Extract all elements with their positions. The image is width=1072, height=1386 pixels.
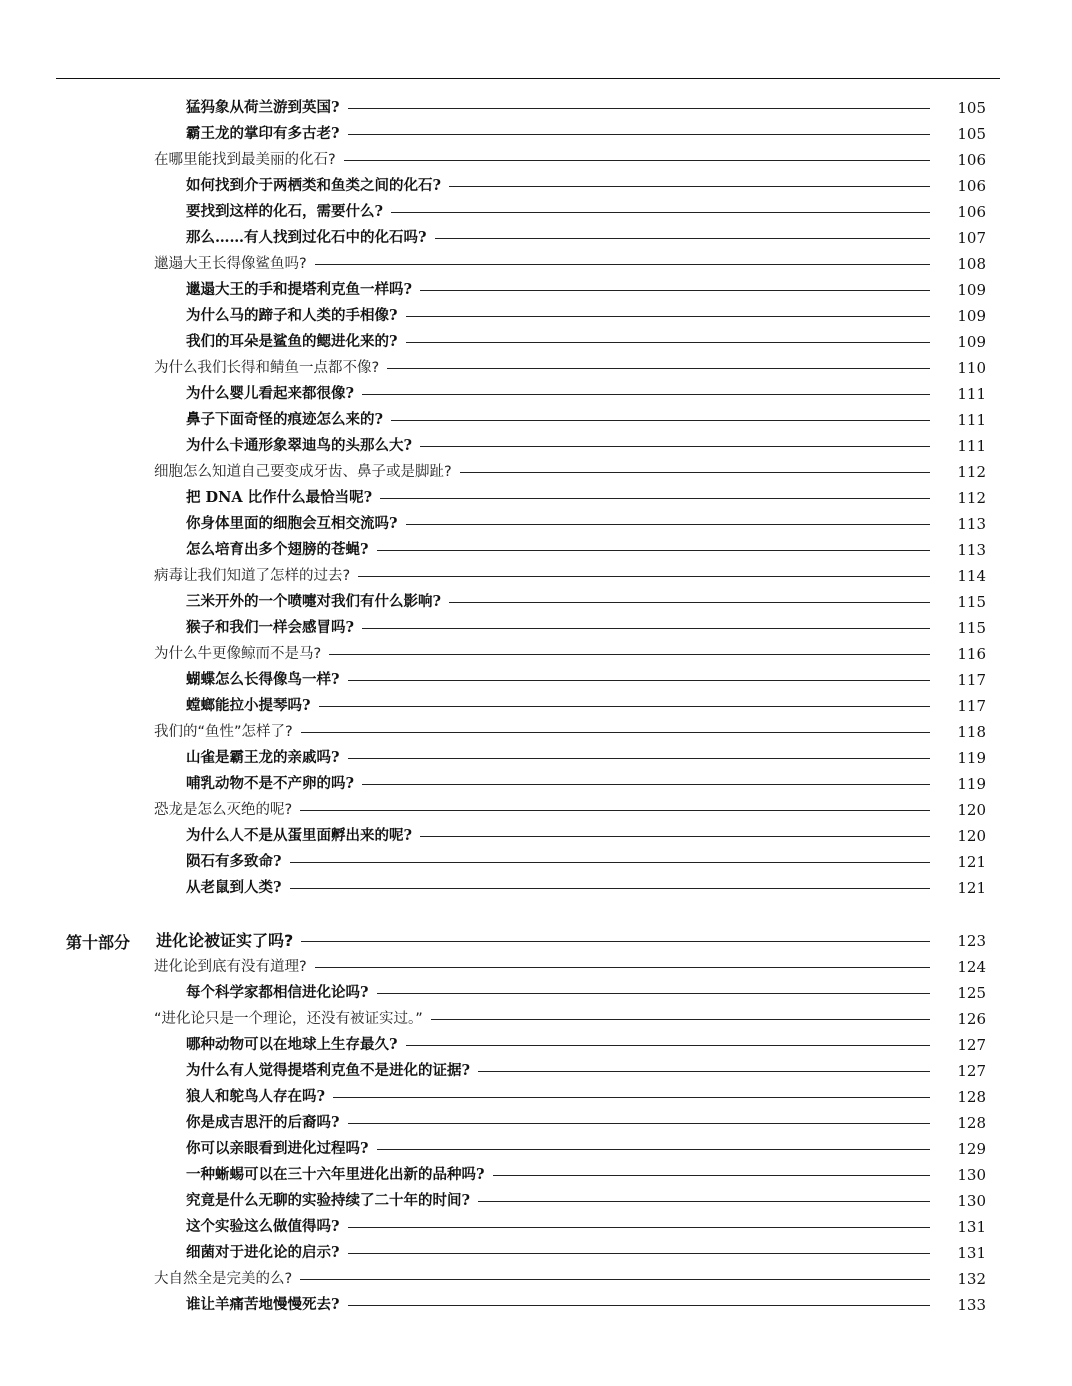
toc-entry[interactable] [0, 1162, 1072, 1188]
toc-entry[interactable] [0, 95, 1072, 121]
toc-page-number: 119 [942, 771, 986, 797]
toc-leader-line [315, 966, 986, 968]
toc-leader-line [380, 497, 986, 499]
toc-entry[interactable] [0, 1240, 1072, 1266]
toc-leader-line [406, 1044, 987, 1046]
toc-page-number: 123 [942, 928, 986, 954]
toc-entry[interactable] [0, 849, 1072, 875]
toc-entry-title: 恐龙是怎么灭绝的呢? [154, 802, 293, 818]
toc-entry-title: 为什么我们长得和鲭鱼一点都不像? [154, 360, 380, 376]
toc-entry[interactable] [0, 1110, 1072, 1136]
toc-leader-line [290, 887, 987, 889]
toc-leader-line [420, 445, 986, 447]
toc-entry-title: 为什么牛更像鲸而不是马? [154, 646, 322, 662]
toc-entry[interactable] [0, 303, 1072, 329]
toc-entry-title: 细胞怎么知道自己要变成牙齿、鼻子或是脚趾? [154, 464, 452, 480]
toc-entry-title: 邋遢大王长得像鲨鱼吗? [154, 256, 307, 272]
toc-entry-title: 猴子和我们一样会感冒吗? [186, 619, 354, 636]
toc-entry[interactable] [0, 1292, 1072, 1318]
toc-entry-title: 如何找到介于两栖类和鱼类之间的化石? [186, 177, 441, 194]
toc-entry-title: 邋遢大王的手和提塔利克鱼一样吗? [186, 281, 412, 298]
toc-entry-title: 狼人和鸵鸟人存在吗? [186, 1088, 325, 1105]
toc-entry-title: 为什么人不是从蛋里面孵出来的呢? [186, 827, 412, 844]
toc-entry-title: 怎么培育出多个翅膀的苍蝇? [186, 541, 369, 558]
toc-entry[interactable] [0, 771, 1072, 797]
toc-page-number: 127 [942, 1058, 986, 1084]
toc-entry-title: 你身体里面的细胞会互相交流吗? [186, 515, 398, 532]
toc-page-number: 109 [942, 277, 986, 303]
toc-leader-line [315, 263, 986, 265]
toc-page-number: 113 [942, 511, 986, 537]
toc-leader-line [420, 835, 986, 837]
toc-entry[interactable] [0, 511, 1072, 537]
toc-entry[interactable] [0, 433, 1072, 459]
toc-leader-line [329, 653, 986, 655]
toc-page-number: 114 [942, 563, 986, 589]
toc-entry-title: 螳螂能拉小提琴吗? [186, 697, 311, 714]
toc-entry-title: 每个科学家都相信进化论吗? [186, 984, 369, 1001]
toc-entry-title: 细菌对于进化论的启示? [186, 1244, 340, 1261]
toc-entry-title: 把 DNA 比作什么最恰当呢? [186, 489, 373, 506]
toc-leader-line [362, 393, 986, 395]
toc-entry[interactable] [0, 537, 1072, 563]
toc-entry[interactable] [0, 1266, 1072, 1292]
toc-leader-line [377, 1148, 987, 1150]
toc-leader-line [478, 1070, 986, 1072]
toc-leader-line [348, 1122, 987, 1124]
toc-leader-line [391, 419, 986, 421]
toc-leader-line [290, 861, 987, 863]
toc-page-number: 106 [942, 147, 986, 173]
toc-leader-line [358, 575, 986, 577]
toc-page-number: 131 [942, 1240, 986, 1266]
toc-leader-line [377, 992, 987, 994]
toc-entry[interactable] [0, 1032, 1072, 1058]
toc-entry[interactable] [0, 954, 1072, 980]
toc-page-number: 115 [942, 589, 986, 615]
toc-leader-line [301, 940, 986, 942]
toc-page-number: 131 [942, 1214, 986, 1240]
toc-page-number: 112 [942, 459, 986, 485]
toc-leader-line [300, 1278, 986, 1280]
toc-entry[interactable] [0, 329, 1072, 355]
toc-entry-title: 那么……有人找到过化石中的化石吗? [186, 229, 427, 246]
toc-page-number: 106 [942, 173, 986, 199]
toc-leader-line [348, 679, 987, 681]
toc-leader-line [493, 1174, 987, 1176]
toc-entry-title: 蝴蝶怎么长得像鸟一样? [186, 671, 340, 688]
toc-entry[interactable] [0, 1006, 1072, 1032]
toc-entry[interactable] [0, 589, 1072, 615]
toc-entry-title: 进化论被证实了吗? [156, 931, 294, 950]
toc-leader-line [362, 783, 986, 785]
toc-leader-line [431, 1018, 986, 1020]
toc-entry[interactable] [0, 823, 1072, 849]
toc-entry-title: 在哪里能找到最美丽的化石? [154, 152, 336, 168]
toc-leader-line [362, 627, 986, 629]
toc-entry[interactable] [0, 667, 1072, 693]
toc-entry-title: 谁让羊痛苦地慢慢死去? [186, 1296, 340, 1313]
header-rule [56, 78, 1000, 79]
toc-entry-title: 为什么有人觉得提塔利克鱼不是进化的证据? [186, 1062, 470, 1079]
toc-entry[interactable] [0, 1058, 1072, 1084]
toc-page-number: 112 [942, 485, 986, 511]
toc-leader-line [449, 185, 986, 187]
toc-page-number: 118 [942, 719, 986, 745]
toc-leader-line [348, 133, 987, 135]
toc-entry[interactable] [0, 875, 1072, 901]
toc-entry-title: 一种蜥蜴可以在三十六年里进化出新的品种吗? [186, 1166, 485, 1183]
toc-entry-title: 大自然全是完美的么? [154, 1271, 293, 1287]
toc-entry-title: 猛犸象从荷兰游到英国? [186, 99, 340, 116]
toc-entry[interactable] [0, 693, 1072, 719]
toc-leader-line [435, 237, 987, 239]
toc-leader-line [406, 341, 987, 343]
toc-entry[interactable] [0, 173, 1072, 199]
toc-entry[interactable] [0, 225, 1072, 251]
toc-leader-line [377, 549, 987, 551]
toc-entry[interactable] [0, 1214, 1072, 1240]
toc-page-number: 116 [942, 641, 986, 667]
toc-entry-title: 我们的耳朵是鲨鱼的鳃进化来的? [186, 333, 398, 350]
toc-entry-title: 我们的“鱼性”怎样了? [154, 724, 293, 740]
toc-entry[interactable] [0, 251, 1072, 277]
toc-leader-line [348, 1304, 987, 1306]
table-of-contents [0, 95, 1072, 1318]
toc-entry-title: 你是成吉思汗的后裔吗? [186, 1114, 340, 1131]
toc-page-number: 133 [942, 1292, 986, 1318]
toc-entry[interactable] [0, 121, 1072, 147]
toc-leader-line [344, 159, 986, 161]
toc-leader-line [420, 289, 986, 291]
toc-page-number: 109 [942, 329, 986, 355]
toc-entry[interactable] [0, 980, 1072, 1006]
toc-entry[interactable] [0, 485, 1072, 511]
toc-entry[interactable] [0, 277, 1072, 303]
toc-entry-title: 陨石有多致命? [186, 853, 282, 870]
toc-entry[interactable] [0, 199, 1072, 225]
toc-entry-title: 为什么卡通形象翠迪鸟的头那么大? [186, 437, 412, 454]
toc-entry-title: 要找到这样的化石，需要什么? [186, 203, 383, 220]
toc-page-number: 105 [942, 121, 986, 147]
toc-page-number: 107 [942, 225, 986, 251]
toc-page-number: 121 [942, 849, 986, 875]
toc-leader-line [387, 367, 986, 369]
toc-page-number: 119 [942, 745, 986, 771]
toc-leader-line [478, 1200, 986, 1202]
toc-entry-title: 你可以亲眼看到进化过程吗? [186, 1140, 369, 1157]
toc-entry-title: 三米开外的一个喷嚏对我们有什么影响? [186, 593, 441, 610]
toc-entry-title: “进化论只是一个理论，还没有被证实过。” [154, 1011, 423, 1027]
toc-page-number: 111 [942, 381, 986, 407]
toc-page-number: 108 [942, 251, 986, 277]
toc-entry[interactable] [0, 1084, 1072, 1110]
toc-leader-line [301, 731, 986, 733]
toc-entry-title: 哪种动物可以在地球上生存最久? [186, 1036, 398, 1053]
toc-entry-title: 为什么婴儿看起来都很像? [186, 385, 354, 402]
toc-page-number: 105 [942, 95, 986, 121]
toc-page-number: 110 [942, 355, 986, 381]
toc-entry-title: 哺乳动物不是不产卵的吗? [186, 775, 354, 792]
toc-entry[interactable] [0, 1188, 1072, 1214]
toc-page-number: 113 [942, 537, 986, 563]
toc-page-number: 128 [942, 1110, 986, 1136]
toc-entry[interactable] [0, 381, 1072, 407]
toc-page-number: 130 [942, 1188, 986, 1214]
toc-leader-line [449, 601, 986, 603]
toc-entry[interactable] [0, 147, 1072, 173]
toc-entry[interactable] [0, 745, 1072, 771]
toc-leader-line [333, 1096, 986, 1098]
toc-leader-line [319, 705, 987, 707]
toc-page-number: 132 [942, 1266, 986, 1292]
toc-page-number: 106 [942, 199, 986, 225]
toc-entry[interactable] [0, 641, 1072, 667]
toc-entry-title: 究竟是什么无聊的实验持续了二十年的时间? [186, 1192, 470, 1209]
toc-page-number: 115 [942, 615, 986, 641]
toc-page-number: 111 [942, 407, 986, 433]
toc-entry[interactable] [0, 797, 1072, 823]
toc-entry-title: 山雀是霸王龙的亲戚吗? [186, 749, 340, 766]
toc-page-number: 121 [942, 875, 986, 901]
toc-entry-title: 鼻子下面奇怪的痕迹怎么来的? [186, 411, 383, 428]
toc-entry[interactable] [0, 563, 1072, 589]
toc-entry-title: 为什么马的蹄子和人类的手相像? [186, 307, 398, 324]
toc-part-heading[interactable] [0, 928, 1072, 954]
toc-entry[interactable] [0, 615, 1072, 641]
toc-entry-title: 从老鼠到人类? [186, 879, 282, 896]
toc-leader-line [460, 471, 986, 473]
toc-entry[interactable] [0, 1136, 1072, 1162]
toc-page-number: 129 [942, 1136, 986, 1162]
toc-page-number: 124 [942, 954, 986, 980]
toc-part-label: 第十部分 [66, 932, 131, 952]
toc-entry-title: 病毒让我们知道了怎样的过去? [154, 568, 351, 584]
toc-leader-line [391, 211, 986, 213]
toc-page-number: 128 [942, 1084, 986, 1110]
toc-page-number: 120 [942, 823, 986, 849]
toc-leader-line [300, 809, 986, 811]
toc-page-number: 127 [942, 1032, 986, 1058]
toc-page-number: 111 [942, 433, 986, 459]
toc-leader-line [348, 107, 987, 109]
toc-page-number: 117 [942, 693, 986, 719]
toc-leader-line [348, 1226, 987, 1228]
toc-page-number: 109 [942, 303, 986, 329]
toc-leader-line [348, 1252, 987, 1254]
toc-entry[interactable] [0, 407, 1072, 433]
toc-entry[interactable] [0, 719, 1072, 745]
toc-page-number: 120 [942, 797, 986, 823]
toc-page-number: 126 [942, 1006, 986, 1032]
toc-entry[interactable] [0, 355, 1072, 381]
toc-entry-title: 霸王龙的掌印有多古老? [186, 125, 340, 142]
toc-page-number: 125 [942, 980, 986, 1006]
toc-page-number: 117 [942, 667, 986, 693]
toc-leader-line [348, 757, 987, 759]
toc-entry[interactable] [0, 459, 1072, 485]
toc-leader-line [406, 523, 987, 525]
toc-leader-line [406, 315, 987, 317]
toc-entry-title: 这个实验这么做值得吗? [186, 1218, 340, 1235]
toc-entry-title: 进化论到底有没有道理? [154, 959, 307, 975]
toc-page-number: 130 [942, 1162, 986, 1188]
